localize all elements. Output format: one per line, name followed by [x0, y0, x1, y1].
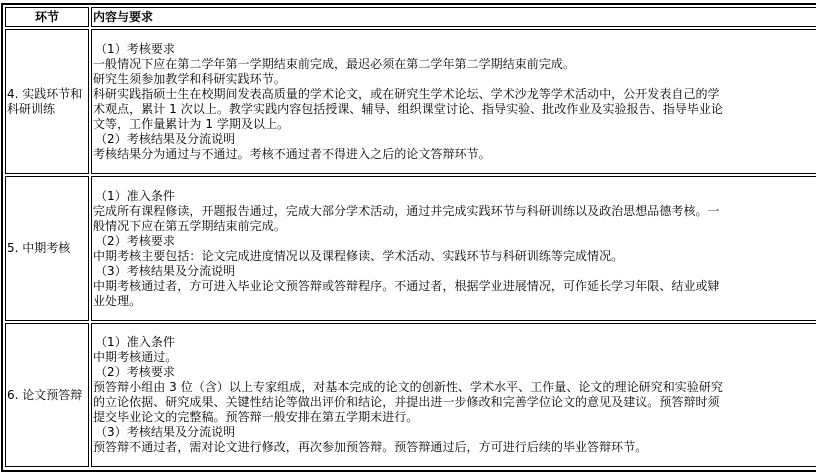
- stage-cell: 6. 论文预答辩: [5, 323, 89, 467]
- content-line: 中期考核通过。: [93, 350, 178, 364]
- header-content: 内容与要求: [91, 7, 816, 27]
- content-line: 提交毕业论文的完整稿。预答辩一般安排在第五学期末进行。: [93, 410, 419, 424]
- stage-cell: 4. 实践环节和科研训练: [5, 29, 89, 174]
- content-line: 科研实践指硕士生在校期间发表高质量的学术论文，或在研究生学术论坛、学术沙龙等学术活动中，公开发表自己的学: [93, 86, 720, 101]
- content-line: 一般情况下应在第二学年第一学期结束前完成，最迟必须在第二学年第二学期结束前完成。: [93, 56, 576, 71]
- content-cell: [91, 29, 816, 174]
- header-stage: 环节: [5, 7, 89, 27]
- content-line: 预答辩不通过者，需对论文进行修改，再次参加预答辩。预答辩通过后，方可进行后续的毕业答辩环节。: [93, 440, 648, 454]
- content-line: 中期考核通过者，方可进入毕业论文预答辩或答辩程序。不通过者，根据学业进展情况，可作延长学习年限、结业或肄: [93, 278, 720, 293]
- content-line: 术观点，累计 1 次以上。教学实践内容包括授课、辅导、组织课堂讨论、指导实验、批改作业及实验报告、指导毕业论: [93, 101, 723, 116]
- table-row: [5, 29, 816, 174]
- content-line: 预答辩小组由 3 位（含）以上专家组成，对基本完成的论文的创新性、学术水平、工作量、论文的理论研究和实验研究: [93, 380, 723, 394]
- section-heading: （2）考核要求: [95, 365, 175, 379]
- section-heading: （3）考核结果及分流说明: [95, 263, 236, 278]
- section-heading: （1）准入条件: [95, 335, 175, 349]
- content-line: 考核结果分为通过与不通过。考核不通过者不得进入之后的论文答辩环节。: [93, 146, 491, 161]
- content-line: 完成所有课程修读，开题报告通过，完成大部分学术活动，通过并完成实践环节与科研训练以及政治思想品德考核。一: [93, 203, 720, 218]
- content-line: 研究生须参加教学和科研实践环节。: [93, 71, 286, 86]
- section-heading: （2）考核要求: [95, 233, 175, 248]
- section-heading: （1）准入条件: [95, 188, 175, 203]
- section-heading: （1）考核要求: [95, 41, 175, 56]
- content-cell: [91, 176, 816, 321]
- content-line: 的立论依据、研究成果、关键性结论等做出评价和结论，并提出进一步修改和完善学位论文的意见及建议。预答辩时须: [93, 395, 720, 409]
- requirements-table: [3, 5, 816, 469]
- content-line: 般情况下应在第五学期结束前完成。: [93, 218, 286, 233]
- content-line: 中期考核主要包括：论文完成进度情况以及课程修读、学术活动、实践环节与科研训练等完成情况。: [93, 248, 624, 263]
- section-heading: （2）考核结果及分流说明: [95, 131, 236, 146]
- content-line: 文等，工作量累计为 1 学期及以上。: [93, 116, 290, 131]
- table-row: [5, 176, 816, 321]
- table-row: [5, 323, 816, 467]
- stage-cell: 5. 中期考核: [5, 176, 89, 321]
- section-heading: （3）考核结果及分流说明: [95, 425, 236, 439]
- table-header-row: [5, 7, 816, 27]
- content-line: 业处理。: [93, 293, 142, 308]
- content-cell: [91, 323, 816, 467]
